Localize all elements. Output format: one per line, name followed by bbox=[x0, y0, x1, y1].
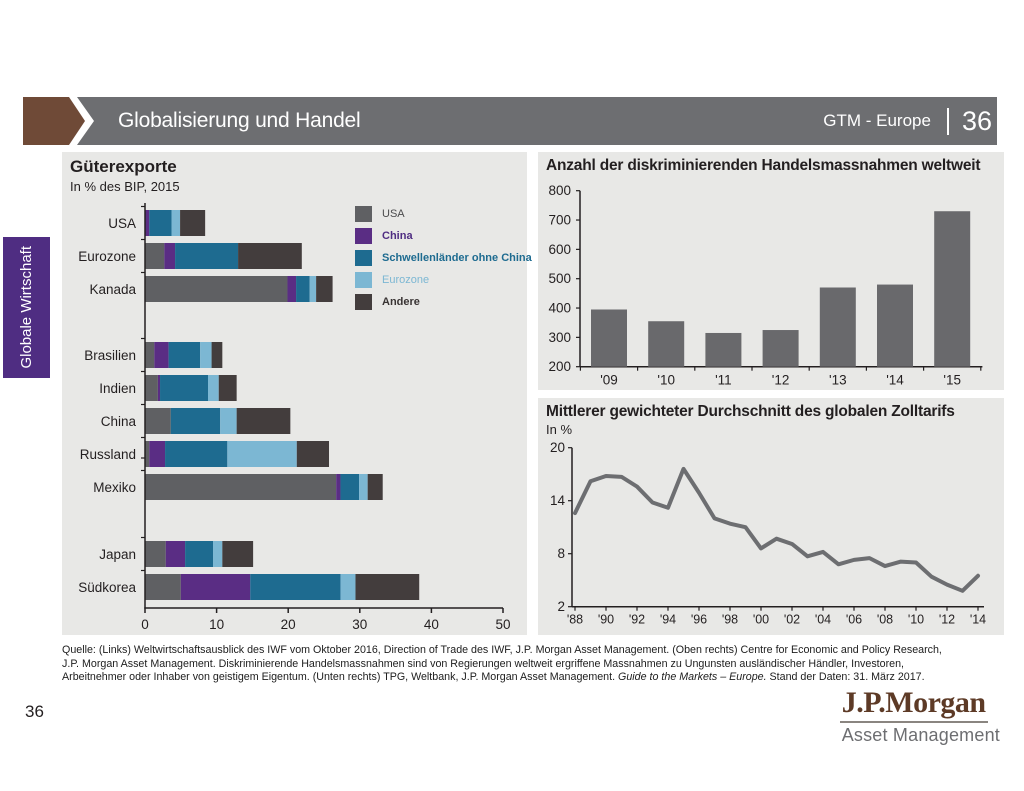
source-footnote bbox=[62, 644, 1007, 685]
svg-text:'04: '04 bbox=[814, 612, 832, 627]
svg-text:Kanada: Kanada bbox=[89, 282, 136, 297]
svg-text:500: 500 bbox=[548, 271, 571, 287]
legend-label: Schwellenländer ohne China bbox=[382, 252, 532, 264]
svg-text:Japan: Japan bbox=[99, 547, 136, 562]
svg-text:'88: '88 bbox=[566, 612, 584, 627]
svg-text:Brasilien: Brasilien bbox=[84, 348, 136, 363]
page-number: 36 bbox=[25, 702, 44, 721]
svg-text:'96: '96 bbox=[690, 612, 708, 627]
sidebar-tab-globale-wirtschaft[interactable] bbox=[3, 237, 50, 378]
svg-text:8: 8 bbox=[557, 546, 565, 562]
legend-swatch bbox=[355, 206, 372, 222]
svg-text:700: 700 bbox=[548, 212, 571, 228]
logo-brand-text: J.P.Morgan bbox=[840, 686, 988, 723]
header-right bbox=[823, 97, 992, 145]
svg-text:600: 600 bbox=[548, 241, 571, 257]
svg-text:40: 40 bbox=[423, 617, 439, 632]
legend-swatch bbox=[355, 228, 372, 244]
source-line-2: J.P. Morgan Asset Management. Diskriminierende Handelsmassnahmen sind von Regierungen weltweit ergriffene Massnahmen zu Ungunsten ausländischer Händler, Investoren, bbox=[62, 657, 904, 670]
svg-text:50: 50 bbox=[495, 617, 511, 632]
svg-text:300: 300 bbox=[548, 329, 571, 345]
chevron-icon bbox=[23, 97, 85, 145]
svg-text:20: 20 bbox=[280, 617, 296, 632]
svg-text:'06: '06 bbox=[845, 612, 863, 627]
measures-bar-chart bbox=[538, 152, 1004, 390]
svg-text:200: 200 bbox=[548, 359, 571, 375]
panel-handelsmassnahmen bbox=[538, 152, 1004, 390]
jpmorgan-logo bbox=[840, 686, 1000, 746]
legend-label: Eurozone bbox=[382, 274, 430, 286]
svg-text:'13: '13 bbox=[829, 372, 847, 388]
series-label: GTM - Europe bbox=[823, 111, 931, 130]
svg-text:'02: '02 bbox=[783, 612, 801, 627]
legend-item bbox=[355, 228, 532, 244]
legend-swatch bbox=[355, 250, 372, 266]
svg-text:'98: '98 bbox=[721, 612, 739, 627]
legend-item bbox=[355, 272, 532, 288]
chart-title-exports: Güterexporte bbox=[70, 157, 177, 176]
svg-text:800: 800 bbox=[548, 183, 571, 199]
legend-item bbox=[355, 206, 532, 222]
legend-label: Andere bbox=[382, 296, 420, 308]
header-page-number: 36 bbox=[961, 105, 992, 136]
svg-text:2: 2 bbox=[557, 599, 565, 615]
legend-label: USA bbox=[382, 208, 405, 220]
svg-text:14: 14 bbox=[549, 493, 565, 509]
svg-text:30: 30 bbox=[352, 617, 368, 632]
svg-text:'10: '10 bbox=[657, 372, 675, 388]
chart-subtitle-exports: In % des BIP, 2015 bbox=[70, 179, 180, 194]
svg-text:'92: '92 bbox=[628, 612, 646, 627]
svg-text:'12: '12 bbox=[938, 612, 956, 627]
legend-item bbox=[355, 250, 532, 266]
header-divider bbox=[947, 108, 949, 135]
chart-title-tariff: Mittlerer gewichteter Durchschnitt des globalen Zolltarifs bbox=[546, 403, 955, 420]
svg-text:20: 20 bbox=[549, 440, 565, 456]
svg-text:10: 10 bbox=[209, 617, 225, 632]
svg-text:Indien: Indien bbox=[99, 381, 136, 396]
panel-zolltarif bbox=[538, 398, 1004, 635]
svg-text:China: China bbox=[100, 414, 136, 429]
page-title: Globalisierung und Handel bbox=[118, 109, 361, 132]
panel-gueterexporte bbox=[62, 152, 532, 635]
svg-text:'11: '11 bbox=[715, 372, 732, 388]
chart-subtitle-tariff: In % bbox=[546, 422, 573, 437]
svg-text:Russland: Russland bbox=[79, 447, 136, 462]
chart-title-measures: Anzahl der diskriminierenden Handelsmassnahmen weltweit bbox=[546, 157, 981, 174]
svg-text:0: 0 bbox=[141, 617, 149, 632]
svg-text:'94: '94 bbox=[659, 612, 677, 627]
svg-text:'90: '90 bbox=[597, 612, 615, 627]
svg-text:'10: '10 bbox=[907, 612, 925, 627]
svg-text:USA: USA bbox=[108, 216, 136, 231]
svg-text:'15: '15 bbox=[943, 372, 961, 388]
svg-text:'00: '00 bbox=[752, 612, 770, 627]
svg-text:Eurozone: Eurozone bbox=[78, 249, 136, 264]
svg-text:'14: '14 bbox=[886, 372, 904, 388]
tariff-line-chart bbox=[538, 398, 1004, 635]
legend-swatch bbox=[355, 294, 372, 310]
svg-text:Südkorea: Südkorea bbox=[78, 580, 136, 595]
svg-text:'12: '12 bbox=[771, 372, 790, 388]
source-line-1: Quelle: (Links) Weltwirtschaftsausblick des IWF vom Oktober 2016, Direction of Trade des IWF, J.P. Morgan Asset Management. (Oben rechts) Centre for Economic and Policy Research, bbox=[62, 644, 942, 656]
slide-header bbox=[0, 97, 1024, 145]
svg-text:'14: '14 bbox=[969, 612, 987, 627]
logo-division-text: Asset Management bbox=[841, 725, 1000, 745]
svg-text:'08: '08 bbox=[876, 612, 894, 627]
sidebar-tab-label: Globale Wirtschaft bbox=[18, 246, 35, 369]
svg-text:Mexiko: Mexiko bbox=[93, 480, 136, 495]
legend-swatch bbox=[355, 272, 372, 288]
svg-text:'09: '09 bbox=[600, 372, 618, 388]
svg-text:400: 400 bbox=[548, 300, 571, 316]
exports-legend bbox=[355, 206, 532, 316]
legend-label: China bbox=[382, 230, 413, 242]
legend-item bbox=[355, 294, 532, 310]
source-line-3: Arbeitnehmer oder Inhaber von geistigem Eigentum. (Unten rechts) TPG, Weltbank, J.P. Morgan Asset Management. Guide to the Markets – Europe. Stand der Daten: 31. März 2017. bbox=[62, 671, 925, 684]
